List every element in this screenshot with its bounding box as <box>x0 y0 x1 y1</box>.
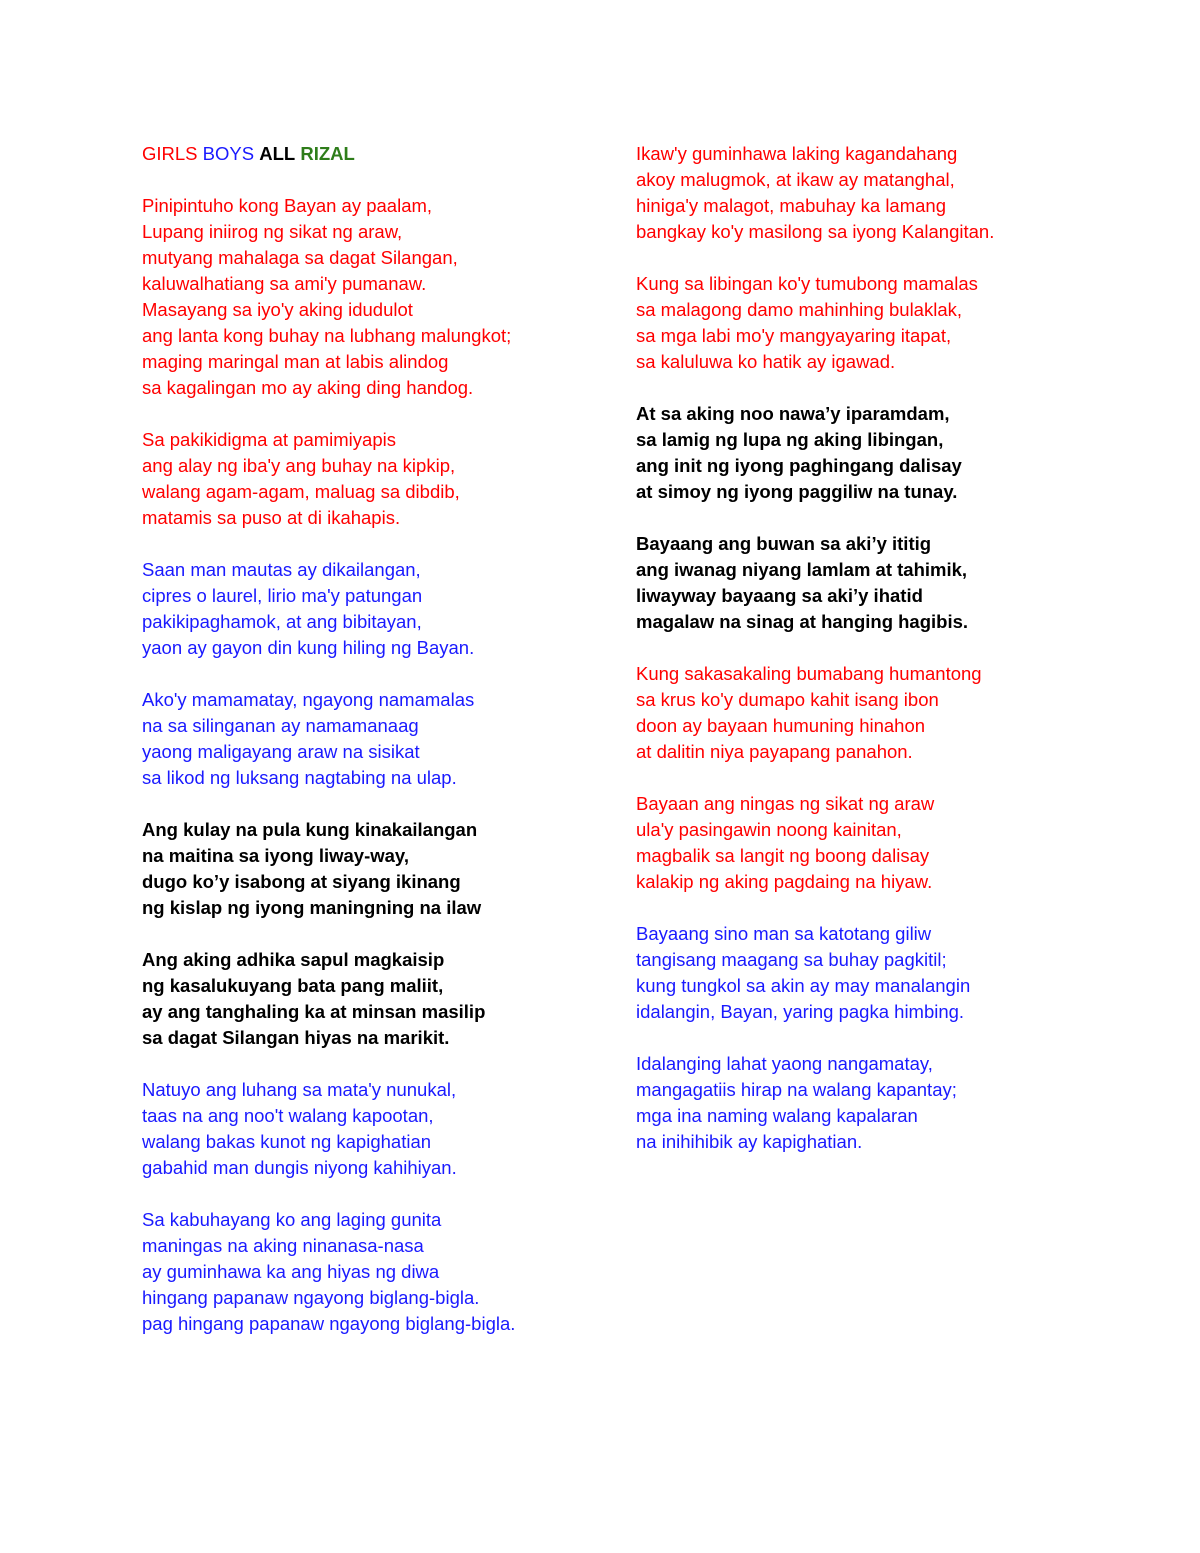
poem-line: idalangin, Bayan, yaring pagka himbing. <box>636 1001 965 1022</box>
poem-line: taas na ang noo't walang kapootan, <box>142 1105 434 1126</box>
right-stanzas <box>636 141 1106 1155</box>
poem-line: gabahid man dungis niyong kahihiyan. <box>142 1157 457 1178</box>
stanza-4 <box>142 687 612 791</box>
poem-line: ay ang tanghaling ka at minsan masilip <box>142 1001 486 1022</box>
legend-all: ALL <box>259 143 296 164</box>
poem-line: dugo ko’y isabong at siyang ikinang <box>142 871 461 892</box>
poem-line: Saan man mautas ay dikailangan, <box>142 559 421 580</box>
poem-line: hiniga'y malagot, mabuhay ka lamang <box>636 195 946 216</box>
stanza-9 <box>636 141 1106 245</box>
right-column <box>636 141 1106 1181</box>
poem-line: Kung sa libingan ko'y tumubong mamalas <box>636 273 978 294</box>
poem-line: na maitina sa iyong liway-way, <box>142 845 409 866</box>
poem-line: kaluwalhatiang sa ami'y pumanaw. <box>142 273 427 294</box>
poem-line: akoy malugmok, at ikaw ay matanghal, <box>636 169 955 190</box>
poem-line: At sa aking noo nawa’y iparamdam, <box>636 403 950 424</box>
poem-line: sa likod ng luksang nagtabing na ulap. <box>142 767 457 788</box>
poem-line: tangisang maagang sa buhay pagkitil; <box>636 949 947 970</box>
poem-line: sa krus ko'y dumapo kahit isang ibon <box>636 689 939 710</box>
poem-line: matamis sa puso at di ikahapis. <box>142 507 401 528</box>
poem-line: at simoy ng iyong paggiliw na tunay. <box>636 481 958 502</box>
poem-line: ula'y pasingawin noong kainitan, <box>636 819 902 840</box>
poem-line: ang init ng iyong paghingang dalisay <box>636 455 962 476</box>
legend-girls: GIRLS <box>142 143 198 164</box>
poem-line: Pinipintuho kong Bayan ay paalam, <box>142 195 433 216</box>
poem-line: ng kislap ng iyong maningning na ilaw <box>142 897 482 918</box>
stanza-11 <box>636 401 1106 505</box>
stanza-6 <box>142 947 612 1051</box>
poem-line: na sa silinganan ay namamanaag <box>142 715 419 736</box>
stanza-14 <box>636 791 1106 895</box>
poem-line: Masayang sa iyo'y aking idudulot <box>142 299 413 320</box>
poem-line: Sa kabuhayang ko ang laging gunita <box>142 1209 442 1230</box>
poem-line: walang agam-agam, maluag sa dibdib, <box>142 481 460 502</box>
poem-line: sa lamig ng lupa ng aking libingan, <box>636 429 944 450</box>
poem-line: doon ay bayaan humuning hinahon <box>636 715 926 736</box>
poem-line: Kung sakasakaling bumabang humantong <box>636 663 982 684</box>
poem-line: Ako'y mamamatay, ngayong namamalas <box>142 689 475 710</box>
poem-line: ay guminhawa ka ang hiyas ng diwa <box>142 1261 440 1282</box>
left-stanzas <box>142 193 612 1337</box>
poem-line: Lupang iniirog ng sikat ng araw, <box>142 221 403 242</box>
poem-line: kung tungkol sa akin ay may manalangin <box>636 975 971 996</box>
poem-line: yaon ay gayon din kung hiling ng Bayan. <box>142 637 475 658</box>
poem-line: mangagatiis hirap na walang kapantay; <box>636 1079 957 1100</box>
poem-line: at dalitin niya payapang panahon. <box>636 741 913 762</box>
poem-line: yaong maligayang araw na sisikat <box>142 741 420 762</box>
poem-line: hingang papanaw ngayong biglang-bigla. <box>142 1287 480 1308</box>
poem-line: liwayway bayaang sa aki’y ihatid <box>636 585 923 606</box>
poem-line: Bayaang sino man sa katotang giliw <box>636 923 932 944</box>
poem-line: Bayaang ang buwan sa aki’y ititig <box>636 533 932 554</box>
stanza-12 <box>636 531 1106 635</box>
poem-line: Sa pakikidigma at pamimiyapis <box>142 429 396 450</box>
poem-line: Bayaan ang ningas ng sikat ng araw <box>636 793 935 814</box>
poem-line: pag hingang papanaw ngayong biglang-bigla. <box>142 1313 516 1334</box>
poem-line: maging maringal man at labis alindog <box>142 351 449 372</box>
left-column <box>142 141 612 1363</box>
poem-line: Ang aking adhika sapul magkaisip <box>142 949 445 970</box>
stanza-1 <box>142 193 612 401</box>
poem-line: ang lanta kong buhay na lubhang malungkot; <box>142 325 512 346</box>
poem-line: magbalik sa langit ng boong dalisay <box>636 845 930 866</box>
poem-line: ang alay ng iba'y ang buhay na kipkip, <box>142 455 456 476</box>
poem-line: pakikipaghamok, at ang bibitayan, <box>142 611 422 632</box>
color-legend-heading <box>142 141 612 167</box>
poem-line: Ikaw'y guminhawa laking kagandahang <box>636 143 958 164</box>
poem-line: na inihihibik ay kapighatian. <box>636 1131 863 1152</box>
poem-line: sa kaluluwa ko hatik ay igawad. <box>636 351 896 372</box>
stanza-2 <box>142 427 612 531</box>
poem-line: bangkay ko'y masilong sa iyong Kalangitan. <box>636 221 995 242</box>
poem-line: magalaw na sinag at hanging hagibis. <box>636 611 969 632</box>
poem-line: kalakip ng aking pagdaing na hiyaw. <box>636 871 933 892</box>
poem-line: ng kasalukuyang bata pang maliit, <box>142 975 444 996</box>
stanza-8 <box>142 1207 612 1337</box>
poem-line: sa kagalingan mo ay aking ding handog. <box>142 377 474 398</box>
stanza-5 <box>142 817 612 921</box>
stanza-3 <box>142 557 612 661</box>
legend-boys: BOYS <box>202 143 255 164</box>
poem-line: ang iwanag niyang lamlam at tahimik, <box>636 559 968 580</box>
poem-line: Ang kulay na pula kung kinakailangan <box>142 819 478 840</box>
poem-line: sa dagat Silangan hiyas na marikit. <box>142 1027 450 1048</box>
poem-line: sa malagong damo mahinhing bulaklak, <box>636 299 963 320</box>
poem-line: Natuyo ang luhang sa mata'y nunukal, <box>142 1079 457 1100</box>
poem-line: mga ina naming walang kapalaran <box>636 1105 918 1126</box>
stanza-16 <box>636 1051 1106 1155</box>
poem-line: Idalanging lahat yaong nangamatay, <box>636 1053 933 1074</box>
poem-line: cipres o laurel, lirio ma'y patungan <box>142 585 423 606</box>
stanza-13 <box>636 661 1106 765</box>
legend-rizal: RIZAL <box>300 143 355 164</box>
poem-line: mutyang mahalaga sa dagat Silangan, <box>142 247 458 268</box>
stanza-7 <box>142 1077 612 1181</box>
stanza-10 <box>636 271 1106 375</box>
stanza-15 <box>636 921 1106 1025</box>
poem-line: sa mga labi mo'y mangyayaring itapat, <box>636 325 952 346</box>
poem-line: walang bakas kunot ng kapighatian <box>142 1131 432 1152</box>
poem-line: maningas na aking ninanasa-nasa <box>142 1235 424 1256</box>
